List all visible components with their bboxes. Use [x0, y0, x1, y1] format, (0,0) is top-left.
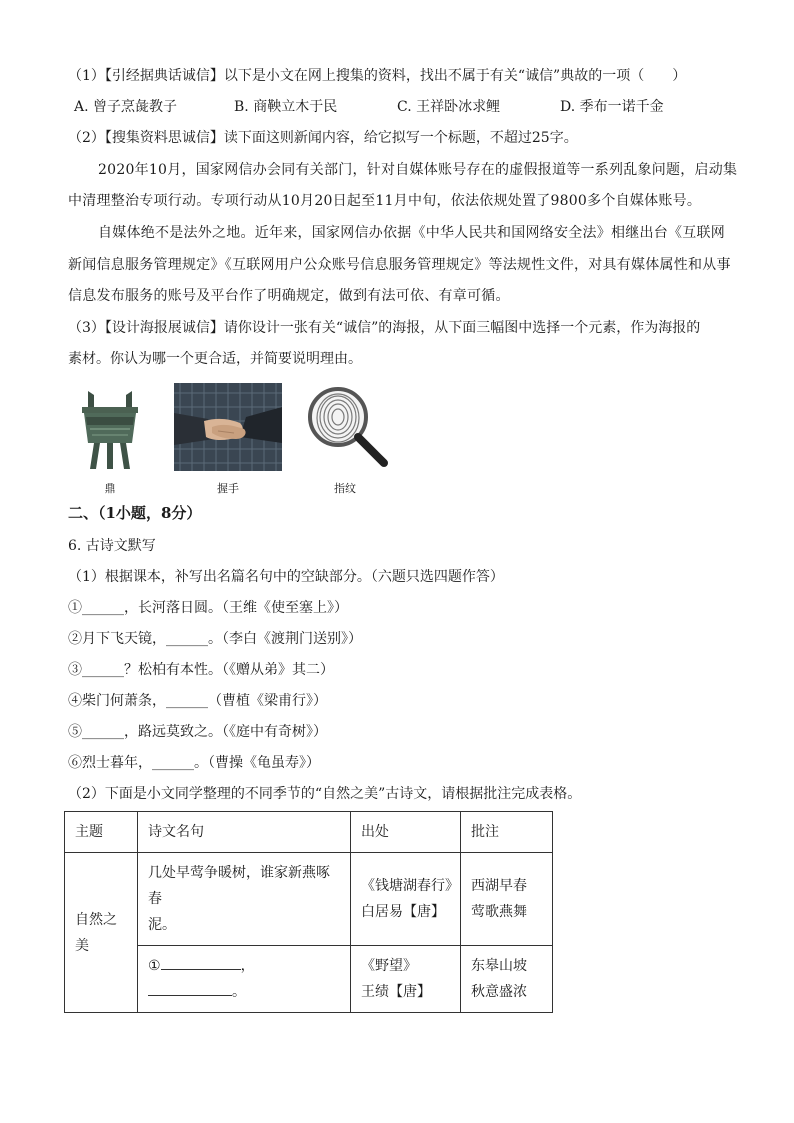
section-2-title: 二、（1小题，8分） — [68, 504, 202, 522]
q2-news-line-4: 新闻信息服务管理规定》《互联网用户公众账号信息服务管理规定》等法规性文件，对具有媒体属性和从事 — [68, 257, 731, 273]
table-note-cell — [461, 946, 553, 1013]
q6-item-2[interactable]: ②月下飞天镜，______。（李白《渡荆门送别》） — [68, 631, 362, 647]
q6-sub2: （2）下面是小文同学整理的不同季节的“自然之美”古诗文，请根据批注完成表格。 — [68, 786, 582, 802]
table-header-row — [65, 812, 553, 853]
source-title: 《钱塘湖春行》 — [361, 878, 459, 894]
source-author: 王绩【唐】 — [361, 984, 431, 1000]
table-header-poem: 诗文名句 — [138, 812, 351, 853]
q3-stem-line-1: （3）【设计海报展诚信】请你设计一张有关“诚信”的海报，从下面三幅图中选择一个元素，作为海报的 — [68, 320, 701, 336]
table-row — [65, 853, 553, 946]
nature-beauty-table — [64, 811, 553, 1013]
fingerprint-image[interactable] — [302, 383, 392, 471]
table-note-cell — [461, 853, 553, 946]
handshake-image[interactable] — [174, 383, 282, 471]
caption-ding: 鼎 — [104, 482, 116, 495]
blank-mark: ① — [148, 958, 161, 974]
caption-fingerprint: 指纹 — [334, 482, 356, 495]
answer-blank-1[interactable] — [161, 955, 241, 970]
answer-blank-line-2[interactable] — [148, 979, 342, 1005]
q6-item-3[interactable]: ③______？松柏有本性。（《赠从弟》其二） — [68, 662, 334, 678]
table-row — [65, 946, 553, 1013]
table-poem-cell — [138, 853, 351, 946]
q6-item-5[interactable]: ⑤______，路远莫致之。（《庭中有奇树》） — [68, 724, 327, 740]
table-theme-cell: 自然之美 — [65, 853, 138, 1013]
q6-item-6[interactable]: ⑥烈士暮年，______。（曹操《龟虽寿》） — [68, 755, 320, 771]
table-header-note: 批注 — [461, 812, 553, 853]
q1-option-a[interactable]: A. 曾子烹彘教子 — [74, 99, 178, 115]
q6-title: 6. 古诗文默写 — [68, 538, 156, 554]
table-source-cell — [351, 946, 461, 1013]
blank-comma: ， — [240, 958, 255, 974]
note-line-2: 莺歌燕舞 — [471, 904, 527, 920]
q3-stem-line-2: 素材。你认为哪一个更合适，并简要说明理由。 — [68, 351, 362, 367]
note-line-1: 西湖早春 — [471, 878, 527, 894]
table-poem-blank-cell[interactable] — [138, 946, 351, 1013]
q6-sub1: （1）根据课本，补写出名篇名句中的空缺部分。（六题只选四题作答） — [68, 569, 504, 585]
ding-image[interactable] — [74, 383, 146, 471]
source-author: 白居易【唐】 — [361, 904, 445, 920]
q2-news-line-2: 中清理整治专项行动。专项行动从10月20日起至11月中旬，依法依规处置了9800多个自媒体账号。 — [68, 193, 702, 209]
answer-blank-line-1[interactable] — [148, 953, 342, 979]
table-source-cell — [351, 853, 461, 946]
answer-blank-2[interactable] — [148, 981, 232, 996]
blank-period: 。 — [232, 984, 246, 1000]
note-line-2: 秋意盛浓 — [471, 984, 527, 1000]
caption-handshake: 握手 — [217, 482, 239, 495]
q1-option-d[interactable]: D. 季布一诺千金 — [560, 99, 664, 115]
table-header-source: 出处 — [351, 812, 461, 853]
note-line-1: 东皋山坡 — [471, 958, 527, 974]
q6-item-1[interactable]: ①______，长河落日圆。（王维《使至塞上》） — [68, 600, 348, 616]
table-header-theme: 主题 — [65, 812, 138, 853]
q1-stem: （1）【引经据典话诚信】以下是小文在网上搜集的资料，找出不属于有关“诚信”典故的一项（ ） — [68, 68, 687, 84]
q2-news-line-1: 2020年10月，国家网信办会同有关部门，针对自媒体账号存在的虚假报道等一系列乱象问题，启动集 — [98, 162, 738, 178]
poem-line-2: 泥。 — [148, 917, 176, 933]
q6-item-4[interactable]: ④柴门何萧条，______（曹植《梁甫行》） — [68, 693, 327, 709]
q2-news-line-3: 自媒体绝不是法外之地。近年来，国家网信办依据《中华人民共和国网络安全法》相继出台《互联网 — [98, 225, 725, 241]
q2-stem: （2）【搜集资料思诚信】读下面这则新闻内容，给它拟写一个标题，不超过25字。 — [68, 130, 578, 146]
poem-line-1: 几处早莺争暖树，谁家新燕啄春 — [148, 865, 330, 907]
source-title: 《野望》 — [361, 958, 417, 974]
q1-option-b[interactable]: B. 商鞅立木于民 — [234, 99, 338, 115]
q2-news-line-5: 信息发布服务的账号及平台作了明确规定，做到有法可依、有章可循。 — [68, 288, 510, 304]
q1-option-c[interactable]: C. 王祥卧冰求鲤 — [397, 99, 501, 115]
